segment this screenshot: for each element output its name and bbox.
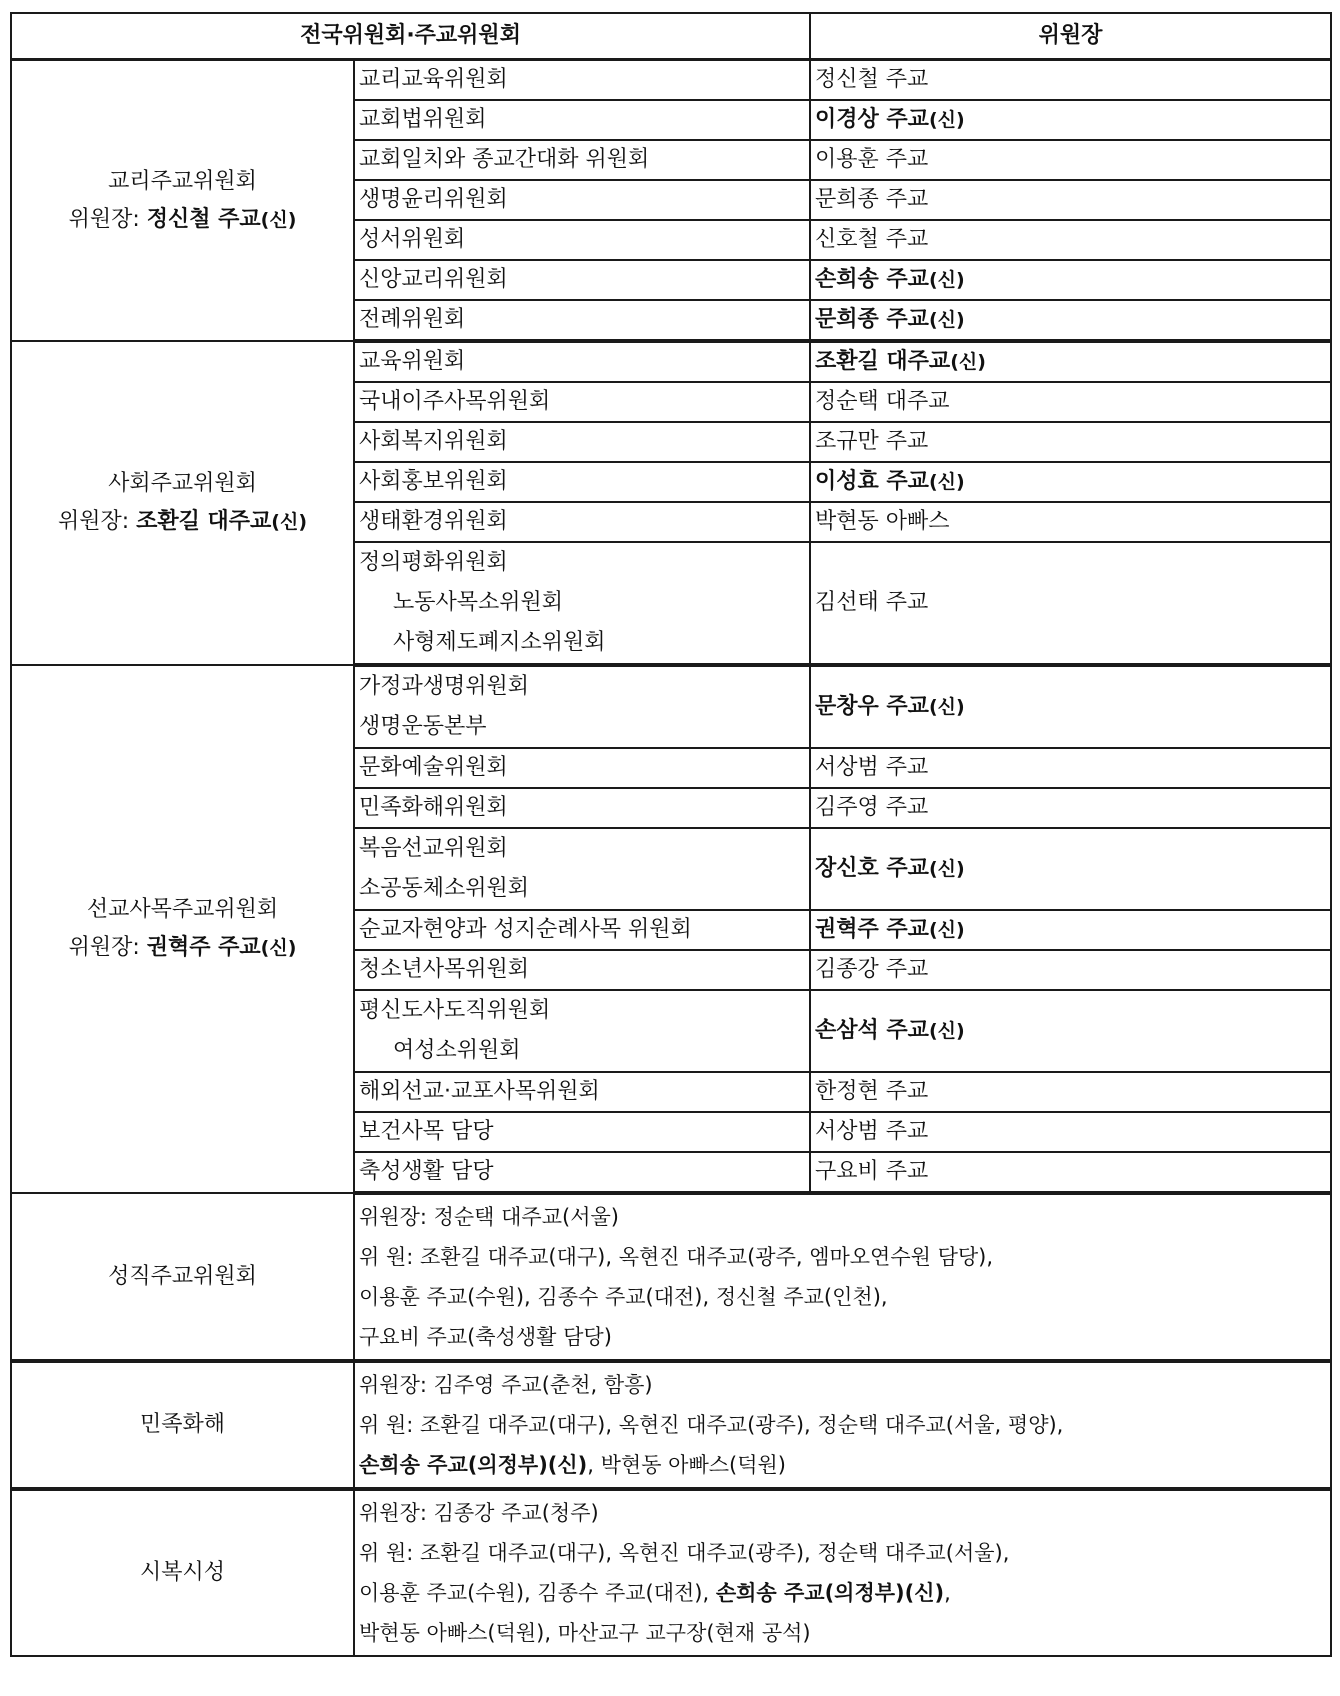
committee-chair: 구요비 주교	[810, 1152, 1331, 1193]
committee-name: 국내이주사목위원회	[354, 382, 810, 422]
committee-name: 정의평화위원회 노동사목소위원회 사형제도폐지소위원회	[354, 542, 810, 665]
committee-chair: 이용훈 주교	[810, 140, 1331, 180]
committee-name: 교육위원회	[354, 341, 810, 382]
group-chair: 위원장: 정신철 주교(신)	[68, 206, 297, 232]
header-chair: 위원장	[810, 13, 1331, 60]
group-cell-doctrine	[11, 60, 354, 342]
committee-chair: 이성효 주교(신)	[810, 462, 1331, 502]
committee-chair: 신호철 주교	[810, 220, 1331, 260]
committee-chair: 조규만 주교	[810, 422, 1331, 462]
group-chair: 위원장: 조환길 대주교(신)	[57, 509, 308, 534]
group-name: 교리주교위원회	[108, 168, 257, 194]
committee-name: 신앙교리위원회	[354, 260, 810, 300]
committee-name: 문화예술위원회	[354, 748, 810, 788]
committee-name: 복음선교위원회 소공동체소위원회	[354, 828, 810, 910]
committee-chair: 김주영 주교	[810, 788, 1331, 828]
committee-name: 사회홍보위원회	[354, 462, 810, 502]
committee-name: 성서위원회	[354, 220, 810, 260]
group-name: 사회주교위원회	[108, 471, 257, 496]
committee-name: 생태환경위원회	[354, 502, 810, 542]
committee-table	[10, 12, 1332, 1657]
committee-name: 보건사목 담당	[354, 1112, 810, 1152]
committee-name: 교리교육위원회	[354, 60, 810, 101]
committee-name: 청소년사목위원회	[354, 950, 810, 990]
group-cell-mission	[11, 665, 354, 1193]
committee-chair: 장신호 주교(신)	[810, 828, 1331, 910]
committee-name: 평신도사도직위원회 여성소위원회	[354, 990, 810, 1072]
committee-chair: 정순택 대주교	[810, 382, 1331, 422]
committee-chair: 김종강 주교	[810, 950, 1331, 990]
committee-chair: 김선태 주교	[810, 542, 1331, 665]
special-name: 성직주교위원회	[11, 1193, 354, 1361]
committee-chair: 문희종 주교	[810, 180, 1331, 220]
committee-name: 민족화해위원회	[354, 788, 810, 828]
committee-name: 해외선교·교포사목위원회	[354, 1072, 810, 1112]
committee-name: 축성생활 담당	[354, 1152, 810, 1193]
committee-chair: 박현동 아빠스	[810, 502, 1331, 542]
committee-chair: 손삼석 주교(신)	[810, 990, 1331, 1072]
committee-chair: 권혁주 주교(신)	[810, 910, 1331, 950]
group-chair: 위원장: 권혁주 주교(신)	[68, 935, 297, 960]
committee-chair: 문희종 주교(신)	[810, 300, 1331, 341]
committee-name: 가정과생명위원회 생명운동본부	[354, 665, 810, 748]
special-members: 위원장: 정순택 대주교(서울) 위 원: 조환길 대주교(대구), 옥현진 대주교(광주, 엠마오연수원 담당), 이용훈 주교(수원), 김종수 주교(대전), 정신철 주교(인천), 구요비 주교(축성생활 담당)	[354, 1193, 1331, 1361]
committee-chair: 서상범 주교	[810, 1112, 1331, 1152]
committee-chair: 이경상 주교(신)	[810, 100, 1331, 140]
committee-name: 전례위원회	[354, 300, 810, 341]
group-cell-social	[11, 341, 354, 665]
committee-chair: 정신철 주교	[810, 60, 1331, 101]
group-name: 선교사목주교위원회	[86, 897, 279, 922]
special-members: 위원장: 김종강 주교(청주) 위 원: 조환길 대주교(대구), 옥현진 대주교(광주), 정순택 대주교(서울), 이용훈 주교(수원), 김종수 주교(대전), 손희송 주교(의정부)(신), 박현동 아빠스(덕원), 마산교구 교구장(현재 공석)	[354, 1489, 1331, 1656]
committee-name: 사회복지위원회	[354, 422, 810, 462]
committee-name: 교회일치와 종교간대화 위원회	[354, 140, 810, 180]
special-name: 민족화해	[11, 1361, 354, 1489]
special-members: 위원장: 김주영 주교(춘천, 함흥) 위 원: 조환길 대주교(대구), 옥현진 대주교(광주), 정순택 대주교(서울, 평양), 손희송 주교(의정부)(신), 박현동 아빠스(덕원)	[354, 1361, 1331, 1489]
committee-name: 교회법위원회	[354, 100, 810, 140]
committee-chair: 조환길 대주교(신)	[810, 341, 1331, 382]
committee-name: 생명윤리위원회	[354, 180, 810, 220]
committee-chair: 손희송 주교(신)	[810, 260, 1331, 300]
header-committee: 전국위원회·주교위원회	[11, 13, 810, 60]
committee-chair: 서상범 주교	[810, 748, 1331, 788]
committee-chair: 한정현 주교	[810, 1072, 1331, 1112]
committee-chair: 문창우 주교(신)	[810, 665, 1331, 748]
committee-name: 순교자현양과 성지순례사목 위원회	[354, 910, 810, 950]
special-name: 시복시성	[11, 1489, 354, 1656]
